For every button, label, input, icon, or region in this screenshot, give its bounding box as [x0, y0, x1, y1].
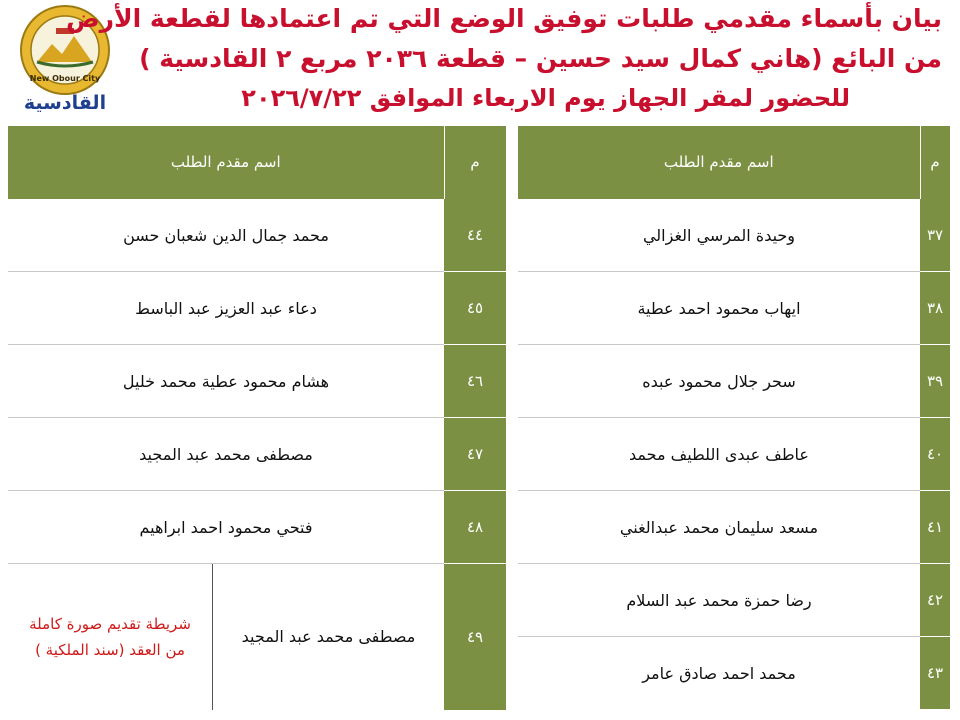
applicant-name: فتحي محمود احمد ابراهيم [8, 491, 444, 564]
applicant-name: محمد جمال الدين شعبان حسن [8, 199, 444, 272]
applicant-name: هشام محمود عطية محمد خليل [8, 345, 444, 418]
page-subtitle: من البائع (هاني كمال سيد حسين – قطعة ٢٠٣٦ مربع ٢ القادسية ) [139, 44, 942, 73]
appointment-line: للحضور لمقر الجهاز يوم الاربعاء الموافق ٢٠٢٦/٧/٢٢ [241, 84, 850, 112]
applicant-name: ايهاب محمود احمد عطية [518, 272, 920, 345]
row-number: ٤١ [920, 491, 950, 564]
page-title: بيان بأسماء مقدمي طلبات توفيق الوضع التي تم اعتمادها لقطعة الأرض [65, 4, 942, 33]
table-row [8, 345, 950, 418]
row-number: ٤٩ [444, 564, 506, 710]
col-header-name: اسم مقدم الطلب [518, 126, 920, 199]
applicant-name: دعاء عبد العزيز عبد الباسط [8, 272, 444, 345]
logo-text: New Obour City [29, 74, 101, 83]
row-number: ٤٤ [444, 199, 506, 272]
applicant-name: مصطفى محمد عبد المجيد [8, 418, 444, 491]
col-header-name: اسم مقدم الطلب [8, 126, 444, 199]
row-number: ٤٥ [444, 272, 506, 345]
applicant-cell [8, 564, 444, 710]
row-number: ٤٠ [920, 418, 950, 491]
table-row [8, 272, 950, 345]
applicant-name: سحر جلال محمود عبده [518, 345, 920, 418]
logo-caption: القادسية [23, 92, 107, 114]
row-number: ٣٩ [920, 345, 950, 418]
applicant-name: مسعد سليمان محمد عبدالغني [518, 491, 920, 564]
applicant-name: وحيدة المرسي الغزالي [518, 199, 920, 272]
applicant-name: محمد احمد صادق عامر [642, 663, 796, 683]
table-row [8, 564, 950, 637]
applicant-name: عاطف عبدى اللطيف محمد [518, 418, 920, 491]
row-number: ٤٦ [444, 345, 506, 418]
row-number: ٤٣ [920, 637, 950, 710]
table-row [8, 418, 950, 491]
row-number: ٤٨ [444, 491, 506, 564]
row-number: ٤٢ [920, 564, 950, 637]
condition-note: شريطة تقديم صورة كاملة من العقد (سند الملكية ) [8, 564, 213, 709]
header [0, 0, 960, 122]
applicants-table [8, 126, 951, 710]
col-header-num: م [920, 126, 950, 199]
applicant-name: مصطفى محمد عبد المجيد [241, 627, 416, 647]
table-row [8, 199, 950, 272]
row-number: ٤٧ [444, 418, 506, 491]
applicant-name: رضا حمزة محمد عبد السلام [518, 564, 920, 637]
col-header-num: م [444, 126, 506, 199]
table-row [8, 491, 950, 564]
row-number: ٣٨ [920, 272, 950, 345]
table-header [8, 126, 950, 199]
row-number: ٣٧ [920, 199, 950, 272]
